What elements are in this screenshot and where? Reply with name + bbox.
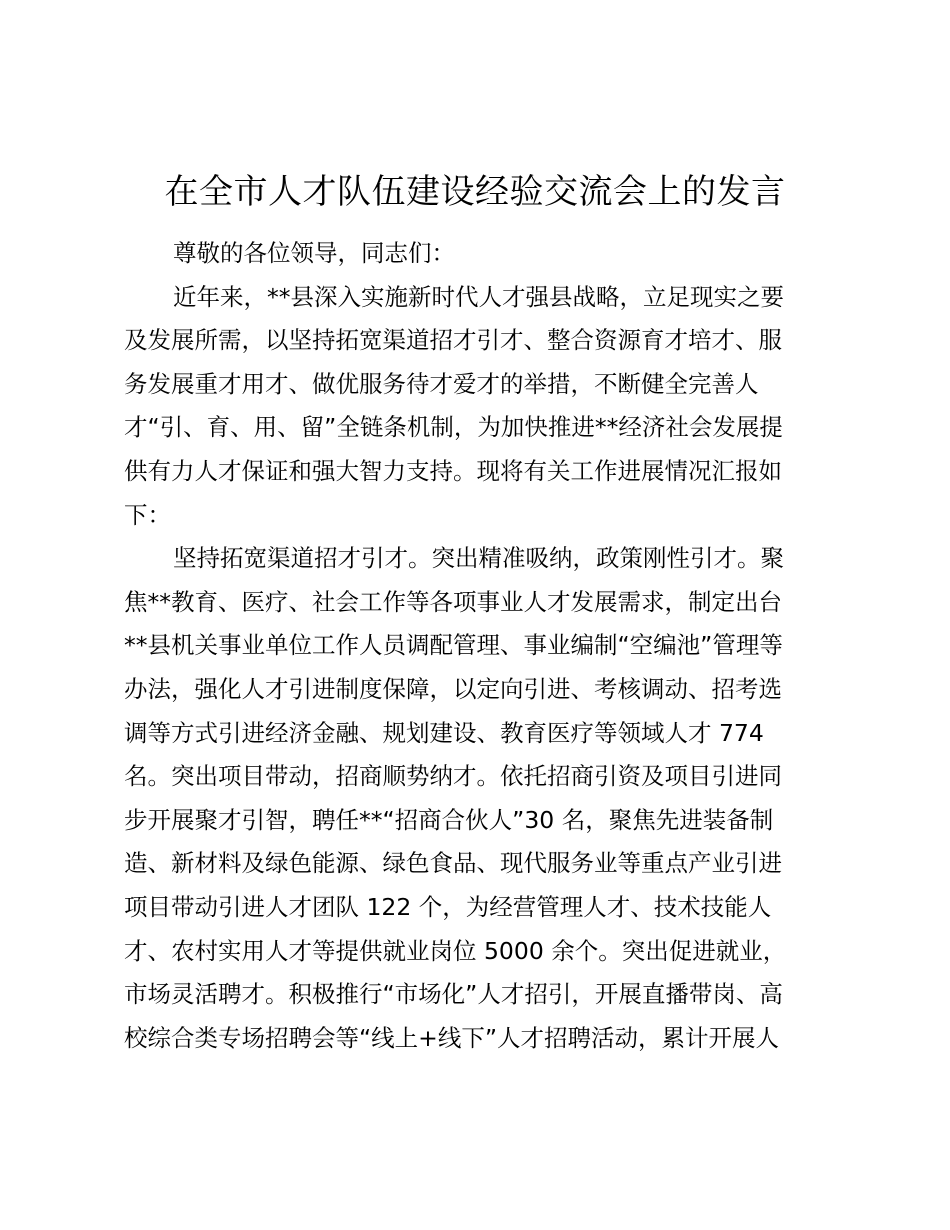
body-line: 尊敬的各位领导，同志们： bbox=[173, 239, 455, 267]
body-line: 焦**教育、医疗、社会工作等各项事业人才发展需求，制定出台 bbox=[124, 587, 782, 616]
document-title: 在全市人才队伍建设经验交流会上的发言 bbox=[164, 172, 786, 212]
body-line: 下： bbox=[124, 500, 171, 529]
body-line: 步开展聚才引智，聘任**“招商合伙人”30 名，聚焦先进装备制 bbox=[124, 805, 774, 834]
body-line: 调等方式引进经济金融、规划建设、教育医疗等领域人才 774 bbox=[124, 718, 764, 747]
body-line: 近年来，**县深入实施新时代人才强县战略，立足现实之要 bbox=[173, 282, 784, 311]
document-body bbox=[124, 232, 824, 1060]
body-line: 及发展所需，以坚持拓宽渠道招才引才、整合资源育才培才、服 bbox=[124, 326, 782, 355]
body-line: 造、新材料及绿色能源、绿色食品、现代服务业等重点产业引进 bbox=[124, 849, 782, 878]
body-line: 办法，强化人才引进制度保障，以定向引进、考核调动、招考选 bbox=[124, 674, 782, 703]
body-line: 供有力人才保证和强大智力支持。现将有关工作进展情况汇报如 bbox=[124, 456, 782, 485]
body-line: 名。突出项目带动，招商顺势纳才。依托招商引资及项目引进同 bbox=[124, 762, 782, 791]
body-line: 才“引、育、用、留”全链条机制，为加快推进**经济社会发展提 bbox=[124, 413, 783, 442]
body-line: 坚持拓宽渠道招才引才。突出精准吸纳，政策刚性引才。聚 bbox=[173, 544, 784, 573]
body-line: 项目带动引进人才团队 122 个，为经营管理人才、技术技能人 bbox=[124, 892, 772, 921]
body-line: **县机关事业单位工作人员调配管理、事业编制“空编池”管理等 bbox=[124, 631, 783, 660]
body-line: 才、农村实用人才等提供就业岗位 5000 余个。突出促进就业， bbox=[124, 936, 787, 965]
body-line: 校综合类专场招聘会等“线上+线下”人才招聘活动，累计开展人 bbox=[124, 1023, 780, 1052]
body-line: 务发展重才用才、做优服务待才爱才的举措，不断健全完善人 bbox=[124, 369, 759, 398]
body-line: 市场灵活聘才。积极推行“市场化”人才招引，开展直播带岗、高 bbox=[124, 980, 783, 1009]
